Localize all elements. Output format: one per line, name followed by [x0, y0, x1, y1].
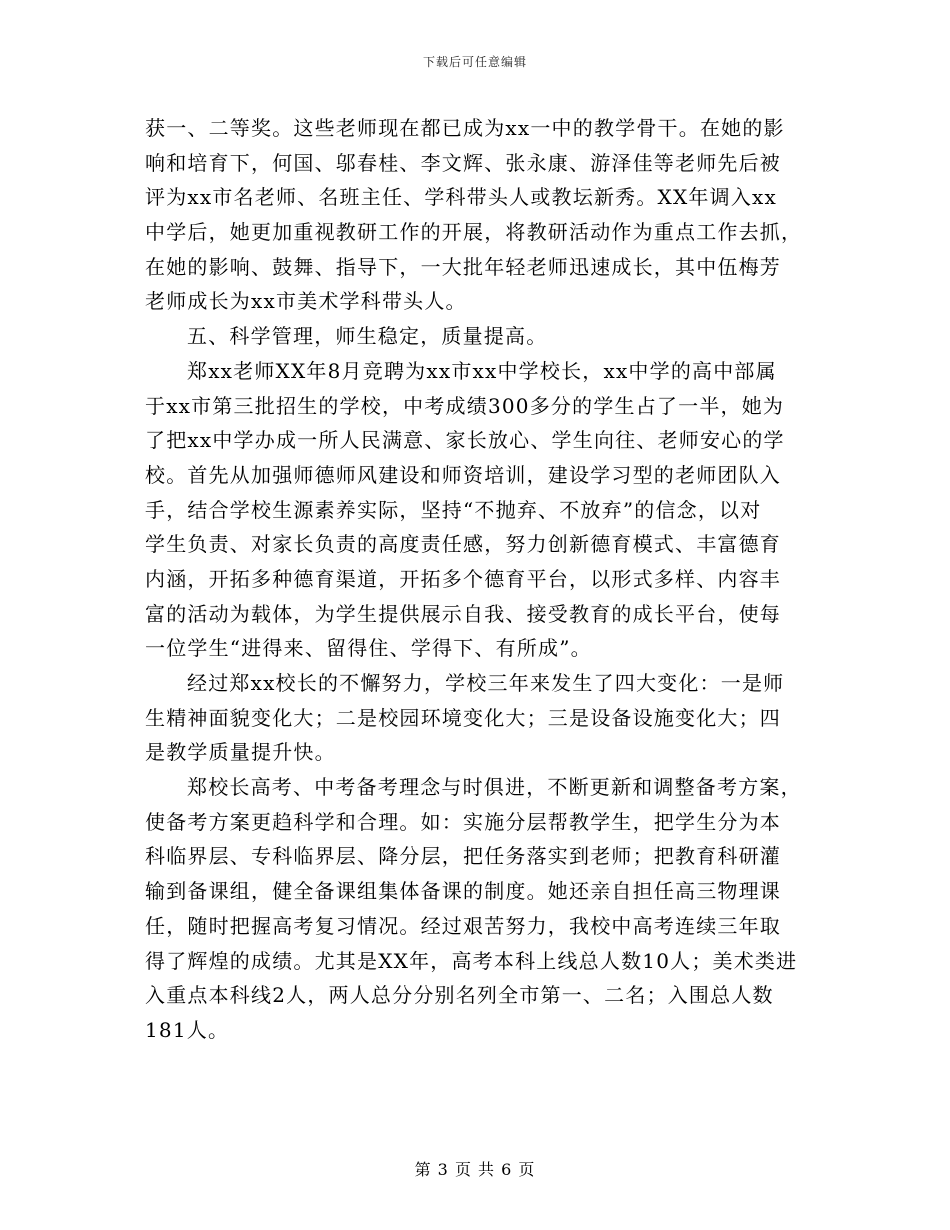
text-line: 五、科学管理，师生稳定，质量提高。 [187, 324, 548, 349]
text-line: 181人。 [145, 1017, 230, 1042]
text-line: 在她的影响、鼓舞、指导下，一大批年轻老师迅速成长，其中伍梅芳 [145, 254, 781, 279]
text-line: 科临界层、专科临界层、降分层，把任务落实到老师；把教育科研灌 [145, 844, 781, 869]
text-line: 郑xx老师XX年8月竞聘为xx市xx中学校长，xx中学的高中部属 [187, 358, 777, 383]
document-body [145, 111, 805, 1048]
text-line: 生精神面貌变化大；二是校园环境变化大；三是设备设施变化大；四 [145, 705, 781, 730]
text-line: 任，随时把握高考复习情况。经过艰苦努力，我校中高考连续三年取 [145, 913, 781, 938]
text-line: 内涵，开拓多种德育渠道，开拓多个德育平台，以形式多样、内容丰 [145, 566, 781, 591]
text-line: 使备考方案更趋科学和合理。如：实施分层帮教学生，把学生分为本 [145, 809, 781, 834]
text-line: 响和培育下，何国、邬春桂、李文辉、张永康、游泽佳等老师先后被 [145, 150, 781, 175]
text-line: 学生负责、对家长负责的高度责任感，努力创新德育模式、丰富德育 [145, 532, 781, 557]
text-line: 手，结合学校生源素养实际，坚持“不抛弃、不放弃”的信念，以对 [145, 497, 762, 522]
text-line: 评为xx市名老师、名班主任、学科带头人或教坛新秀。XX年调入xx [145, 185, 777, 210]
text-line: 校。首先从加强师德师风建设和师资培训，建设学习型的老师团队入 [145, 462, 781, 487]
text-line: 富的活动为载体，为学生提供展示自我、接受教育的成长平台，使每 [145, 601, 781, 626]
page-footer: 第 3 页 共 6 页 [414, 1160, 536, 1179]
text-line: 入重点本科线2人，两人总分分别名列全市第一、二名；入围总人数 [145, 983, 774, 1008]
text-line: 是教学质量提升快。 [145, 740, 336, 765]
text-line: 得了辉煌的成绩。尤其是XX年，高考本科上线总人数10人；美术类进 [145, 948, 798, 973]
text-line: 经过郑xx校长的不懈努力，学校三年来发生了四大变化：一是师 [187, 671, 785, 695]
text-line: 了把xx中学办成一所人民满意、家长放心、学生向往、老师安心的学 [145, 428, 785, 453]
text-line: 老师成长为xx市美术学科带头人。 [145, 289, 467, 314]
text-line: 获一、二等奖。这些老师现在都已成为xx一中的教学骨干。在她的影 [145, 116, 785, 140]
text-line: 于xx市第三批招生的学校，中考成绩300多分的学生占了一半，她为 [145, 393, 785, 418]
text-line: 郑校长高考、中考备考理念与时俱进，不断更新和调整备考方案， [187, 775, 802, 800]
text-line: 输到备课组，健全备课组集体备课的制度。她还亲自担任高三物理课 [145, 879, 781, 904]
text-line: 一位学生“进得来、留得住、学得下、有所成”。 [145, 636, 592, 661]
page-header: 下载后可任意编辑 [422, 55, 527, 69]
text-line: 中学后，她更加重视教研工作的开展，将教研活动作为重点工作去抓， [145, 220, 803, 245]
